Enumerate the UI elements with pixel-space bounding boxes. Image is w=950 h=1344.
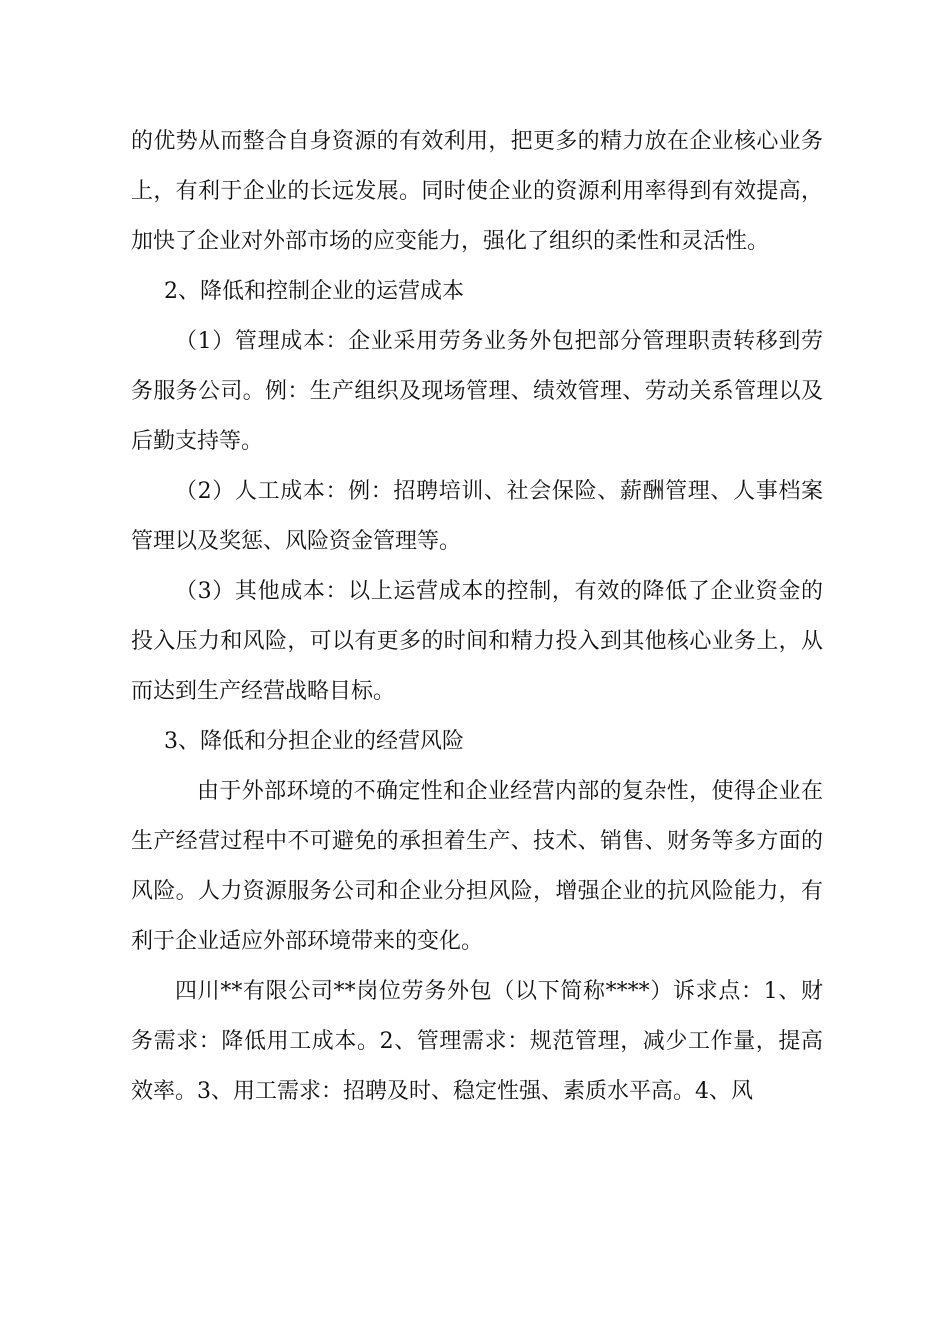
paragraph-client-needs: 四川**有限公司**岗位劳务外包（以下简称****）诉求点：1、财务需求：降低用工成本。2、管理需求：规范管理，减少工作量，提高效率。3、用工需求：招聘及时、稳定性强、素质水平高。4、风 — [131, 979, 823, 1104]
heading-reduce-operating-risk: 3、降低和分担企业的经营风险 — [164, 729, 464, 754]
paragraph-risk-sharing: 由于外部环境的不确定性和企业经营内部的复杂性，使得企业在生产经营过程中不可避免的承担着生产、技术、销售、财务等多方面的风险。人力资源服务公司和企业分担风险，增强企业的抗风险能力，有利于企业适应外部环境带来的变化。 — [131, 779, 823, 954]
document-body — [131, 117, 823, 1117]
heading-reduce-operating-cost: 2、降低和控制企业的运营成本 — [164, 279, 464, 304]
paragraph-management-cost: （1）管理成本：企业采用劳务业务外包把部分管理职责转移到劳务服务公司。例：生产组织及现场管理、绩效管理、劳动关系管理以及后勤支持等。 — [131, 329, 823, 454]
paragraph-other-cost: （3）其他成本：以上运营成本的控制，有效的降低了企业资金的投入压力和风险，可以有更多的时间和精力投入到其他核心业务上，从而达到生产经营战略目标。 — [131, 579, 823, 704]
paragraph-advantages: 的优势从而整合自身资源的有效利用，把更多的精力放在企业核心业务上，有利于企业的长远发展。同时使企业的资源利用率得到有效提高，加快了企业对外部市场的应变能力，强化了组织的柔性和灵活性。 — [131, 129, 823, 254]
paragraph-labor-cost: （2）人工成本：例：招聘培训、社会保险、薪酬管理、人事档案管理以及奖惩、风险资金管理等。 — [131, 479, 823, 554]
